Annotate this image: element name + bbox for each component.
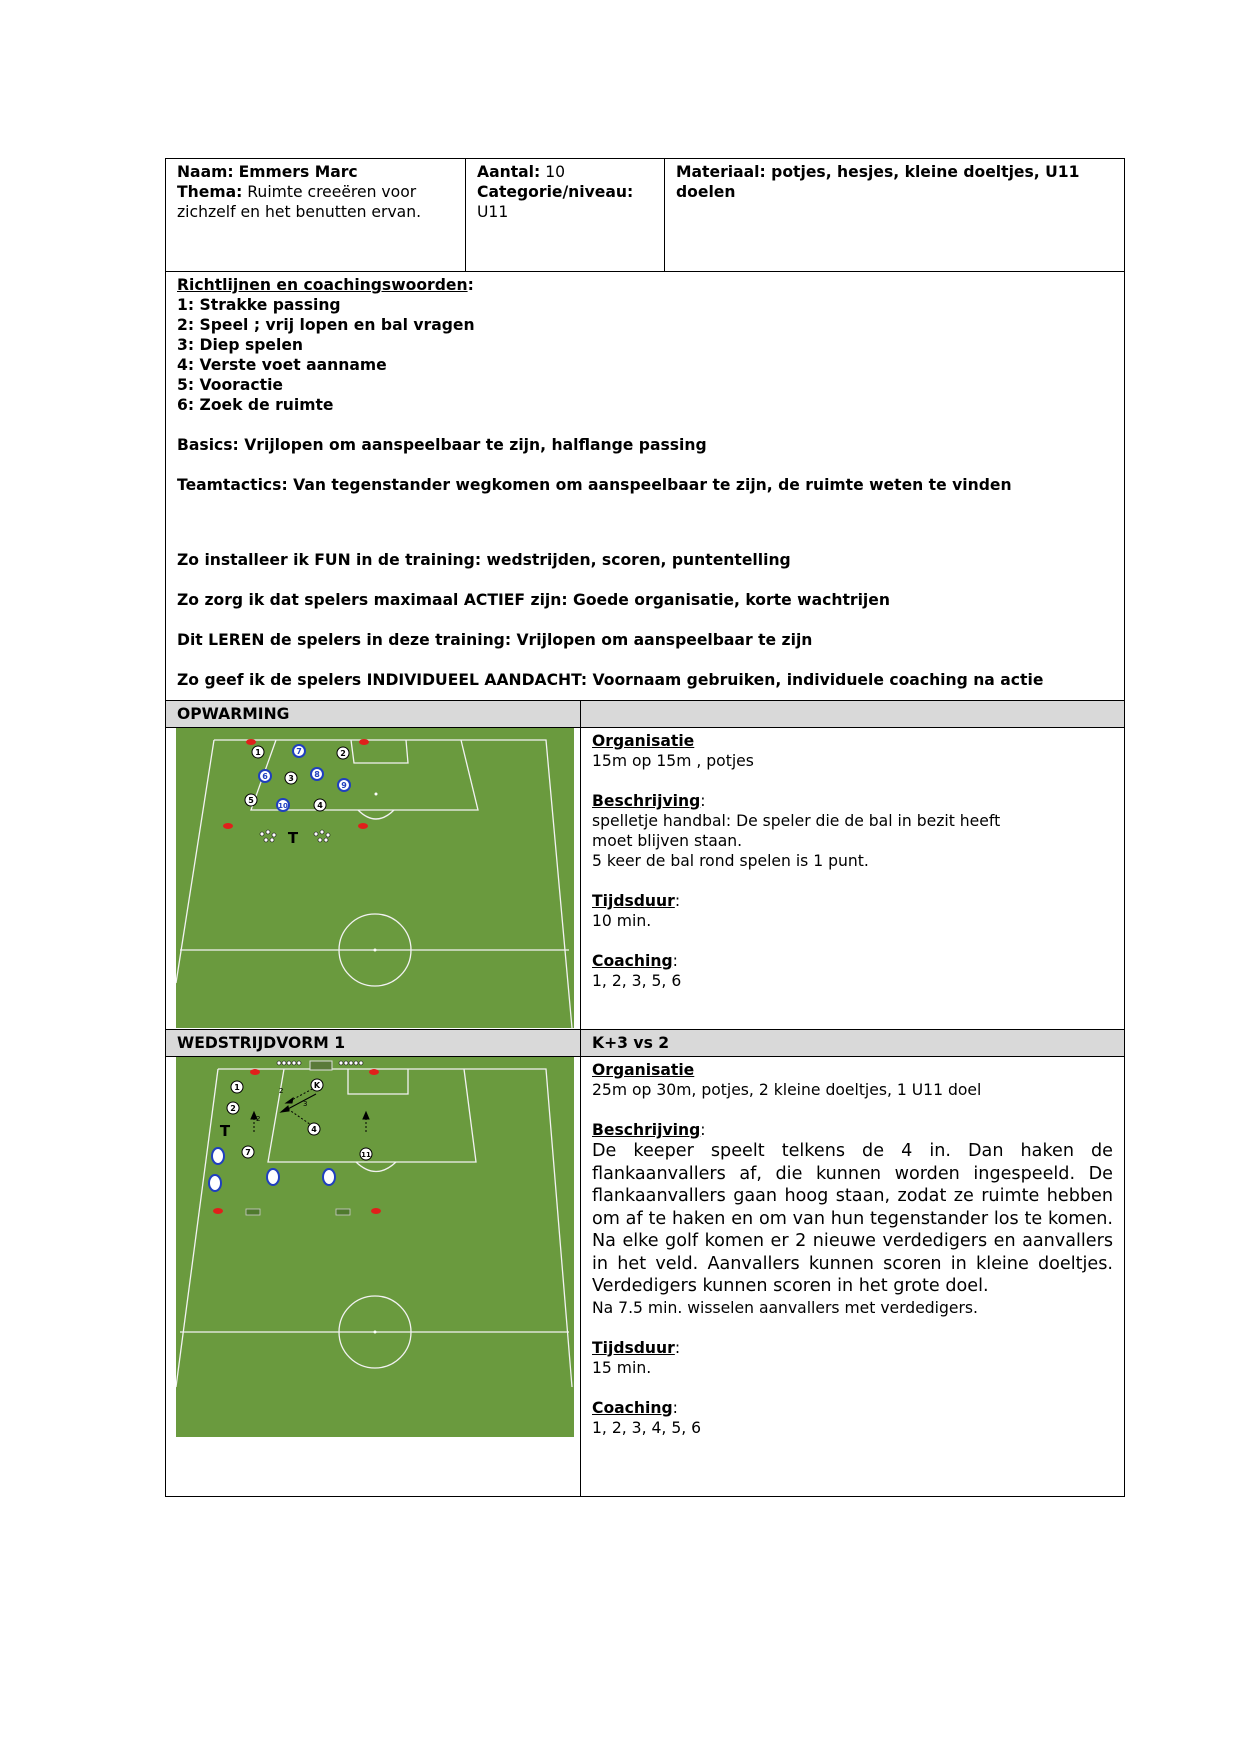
arrow-label: 2 — [256, 1115, 261, 1123]
keeper-marker — [311, 1079, 323, 1091]
player-number: 4 — [311, 1125, 317, 1134]
player-marker — [252, 746, 264, 758]
thema-label: Thema: — [177, 183, 243, 201]
player-number: 4 — [317, 801, 323, 810]
session-sheet — [165, 158, 1124, 1497]
naam-value: Emmers Marc — [238, 163, 358, 181]
guideline-item: 2: Speel ; vrij lopen en bal vragen — [177, 316, 475, 334]
guideline-item: 4: Verste voet aanname — [177, 356, 387, 374]
opwarming-title: OPWARMING — [166, 701, 581, 728]
opwarming-content-row — [166, 728, 1125, 1030]
opwarming-diagram-cell — [166, 728, 581, 1030]
player-number: 2 — [340, 749, 346, 758]
opwarming-text-cell: Organisatie 15m op 15m , potjes Beschrijving: spelletje handbal: De speler die de bal in bezit heeft moet blijven staan. 5 keer de bal rond spelen is 1 punt. Tijdsduur: 10 min. Coaching: 1, 2, 3, 5, 6 — [581, 728, 1125, 1030]
small-goal — [336, 1209, 350, 1215]
leren-text: Dit LEREN de spelers in deze training: Vrijlopen om aanspeelbaar te zijn — [177, 631, 813, 649]
trainer-mark: T — [287, 829, 299, 847]
aandacht-text: Zo geef ik de spelers INDIVIDUEEL AANDACHT: Voornaam gebruiken, individuele coaching na actie — [177, 671, 1044, 689]
materiaal-text: Materiaal: potjes, hesjes, kleine doeltjes, U11 doelen — [676, 163, 1080, 201]
opwarming-header-row — [166, 701, 1125, 728]
teamtactics-text: Teamtactics: Van tegenstander wegkomen om aanspeelbaar te zijn, de ruimte weten te vinden — [177, 476, 1012, 494]
tijdsduur-text: 10 min. — [592, 912, 652, 930]
small-goal — [246, 1209, 260, 1215]
player-marker — [308, 1123, 320, 1135]
player-marker — [285, 772, 297, 784]
tijdsduur-label: Tijdsduur — [592, 1338, 675, 1357]
wedstrijdvorm-field-diagram — [176, 1057, 574, 1437]
player-marker-blue — [293, 745, 305, 757]
coaching-label: Coaching — [592, 1398, 673, 1417]
wedstrijdvorm-content-row — [166, 1057, 1125, 1497]
player-number: 2 — [230, 1104, 236, 1113]
player-number: 11 — [361, 1151, 371, 1159]
arrow-label: 3 — [303, 1100, 308, 1108]
guideline-item: 3: Diep spelen — [177, 336, 304, 354]
organisatie-text: 25m op 30m, potjes, 2 kleine doeltjes, 1 U11 doel — [592, 1081, 982, 1099]
guideline-item: 5: Vooractie — [177, 376, 283, 394]
beschrijving-label: Beschrijving — [592, 792, 701, 810]
guidelines-title: Richtlijnen en coachingswoorden — [177, 276, 468, 294]
tijdsduur-label: Tijdsduur — [592, 892, 675, 910]
goal — [310, 1061, 332, 1070]
thema-value: Ruimte creeëren voor zichzelf en het benutten ervan. — [177, 183, 422, 221]
header-row — [166, 159, 1125, 272]
player-marker — [231, 1081, 243, 1093]
beschrijving-text: De keeper speelt telkens de 4 in. Dan haken de flankaanvallers af, die kunnen worden ingespeeld. De flankaanvallers gaan hoog staan, zodat ze ruimte hebben om af te haken en om van hun tegenstander los te komen. Na elke golf komen er 2 nieuwe verdedigers en aanvallers in het veld. Aanvallers kunnen scoren in kleine doeltjes. Verdedigers kunnen scoren in het grote doel. — [592, 1141, 1114, 1296]
player-marker-blue — [277, 799, 289, 811]
guideline-item: 6: Zoek de ruimte — [177, 396, 334, 414]
aantal-label: Aantal: — [477, 163, 541, 181]
player-marker-blue — [259, 770, 271, 782]
wissel-text: Na 7.5 min. wisselen aanvallers met verdedigers. — [592, 1298, 978, 1317]
wedstrijdvorm-title: WEDSTRIJDVORM 1 — [166, 1030, 581, 1057]
categorie-value: U11 — [477, 203, 509, 221]
basics-text: Basics: Vrijlopen om aanspeelbaar te zijn, halflange passing — [177, 436, 707, 454]
wedstrijdvorm-diagram-cell — [166, 1057, 581, 1497]
player-number: 1 — [255, 748, 261, 757]
player-number: 8 — [314, 770, 320, 779]
player-marker — [337, 747, 349, 759]
player-marker — [227, 1102, 239, 1114]
beschrijving-line: moet blijven staan. — [592, 832, 743, 850]
arrow-label: 2 — [279, 1087, 284, 1095]
categorie-label: Categorie/niveau: — [477, 183, 634, 201]
coaching-label: Coaching — [592, 952, 673, 970]
coaching-text: 1, 2, 3, 4, 5, 6 — [592, 1418, 702, 1437]
naam-thema-cell — [166, 159, 466, 272]
naam-label: Naam: — [177, 163, 234, 181]
training-table — [165, 158, 1125, 1497]
actief-text: Zo zorg ik dat spelers maximaal ACTIEF zijn: Goede organisatie, korte wachtrijen — [177, 591, 890, 609]
player-number: 10 — [278, 802, 288, 810]
organisatie-label: Organisatie — [592, 1061, 695, 1079]
tijdsduur-text: 15 min. — [592, 1358, 652, 1377]
player-number: 1 — [234, 1083, 240, 1092]
materiaal-cell — [665, 159, 1125, 272]
player-marker-blue — [338, 779, 350, 791]
aantal-value: 10 — [545, 163, 566, 181]
wedstrijdvorm-header-row — [166, 1030, 1125, 1057]
guidelines-row — [166, 272, 1125, 701]
beschrijving-label: Beschrijving — [592, 1121, 701, 1139]
grass — [176, 728, 574, 1028]
player-number: 9 — [341, 781, 347, 790]
keeper-letter: K — [313, 1081, 321, 1090]
guidelines-title-colon: : — [467, 276, 474, 294]
player-number: 5 — [248, 796, 254, 805]
beschrijving-line: 5 keer de bal rond spelen is 1 punt. — [592, 852, 869, 870]
player-marker — [314, 799, 326, 811]
opwarming-field-diagram — [176, 728, 574, 1028]
player-marker — [360, 1148, 372, 1160]
fun-text: Zo installeer ik FUN in de training: wedstrijden, scoren, puntentelling — [177, 551, 791, 569]
player-number: 7 — [296, 747, 302, 756]
guidelines-cell — [166, 272, 1125, 701]
trainer-mark: T — [219, 1122, 231, 1140]
player-number: 7 — [245, 1148, 251, 1157]
organisatie-label: Organisatie — [592, 732, 695, 750]
organisatie-text: 15m op 15m , potjes — [592, 752, 754, 770]
player-marker — [242, 1146, 254, 1158]
grass — [176, 1057, 574, 1437]
guideline-item: 1: Strakke passing — [177, 296, 341, 314]
aantal-cell — [466, 159, 665, 272]
wedstrijdvorm-text-cell: Organisatie 25m op 30m, potjes, 2 kleine doeltjes, 1 U11 doel Beschrijving: De keeper speelt telkens de 4 in. Dan haken de flankaanvallers af, die kunnen worden ingespeeld. De flankaanvallers gaan hoog staan, zodat ze ruimte hebben om af te haken en om van hun tegenstander los te komen. Na elke golf komen er 2 nieuwe verdedigers en aanvallers in het veld. Aanvallers kunnen scoren in kleine doeltjes. Verdedigers kunnen scoren in het grote doel. Na 7.5 min. wisselen aanvallers met verdedigers. Tijdsduur: 15 min. Coaching: 1, 2, 3, 4, 5, 6 — [581, 1057, 1125, 1497]
player-marker-blue — [311, 768, 323, 780]
player-marker — [245, 794, 257, 806]
wedstrijdvorm-subtitle: K+3 vs 2 — [581, 1030, 1125, 1057]
beschrijving-line: spelletje handbal: De speler die de bal in bezit heeft — [592, 812, 1001, 830]
coaching-text: 1, 2, 3, 5, 6 — [592, 972, 682, 990]
player-number: 6 — [262, 772, 268, 781]
player-number: 3 — [288, 774, 294, 783]
